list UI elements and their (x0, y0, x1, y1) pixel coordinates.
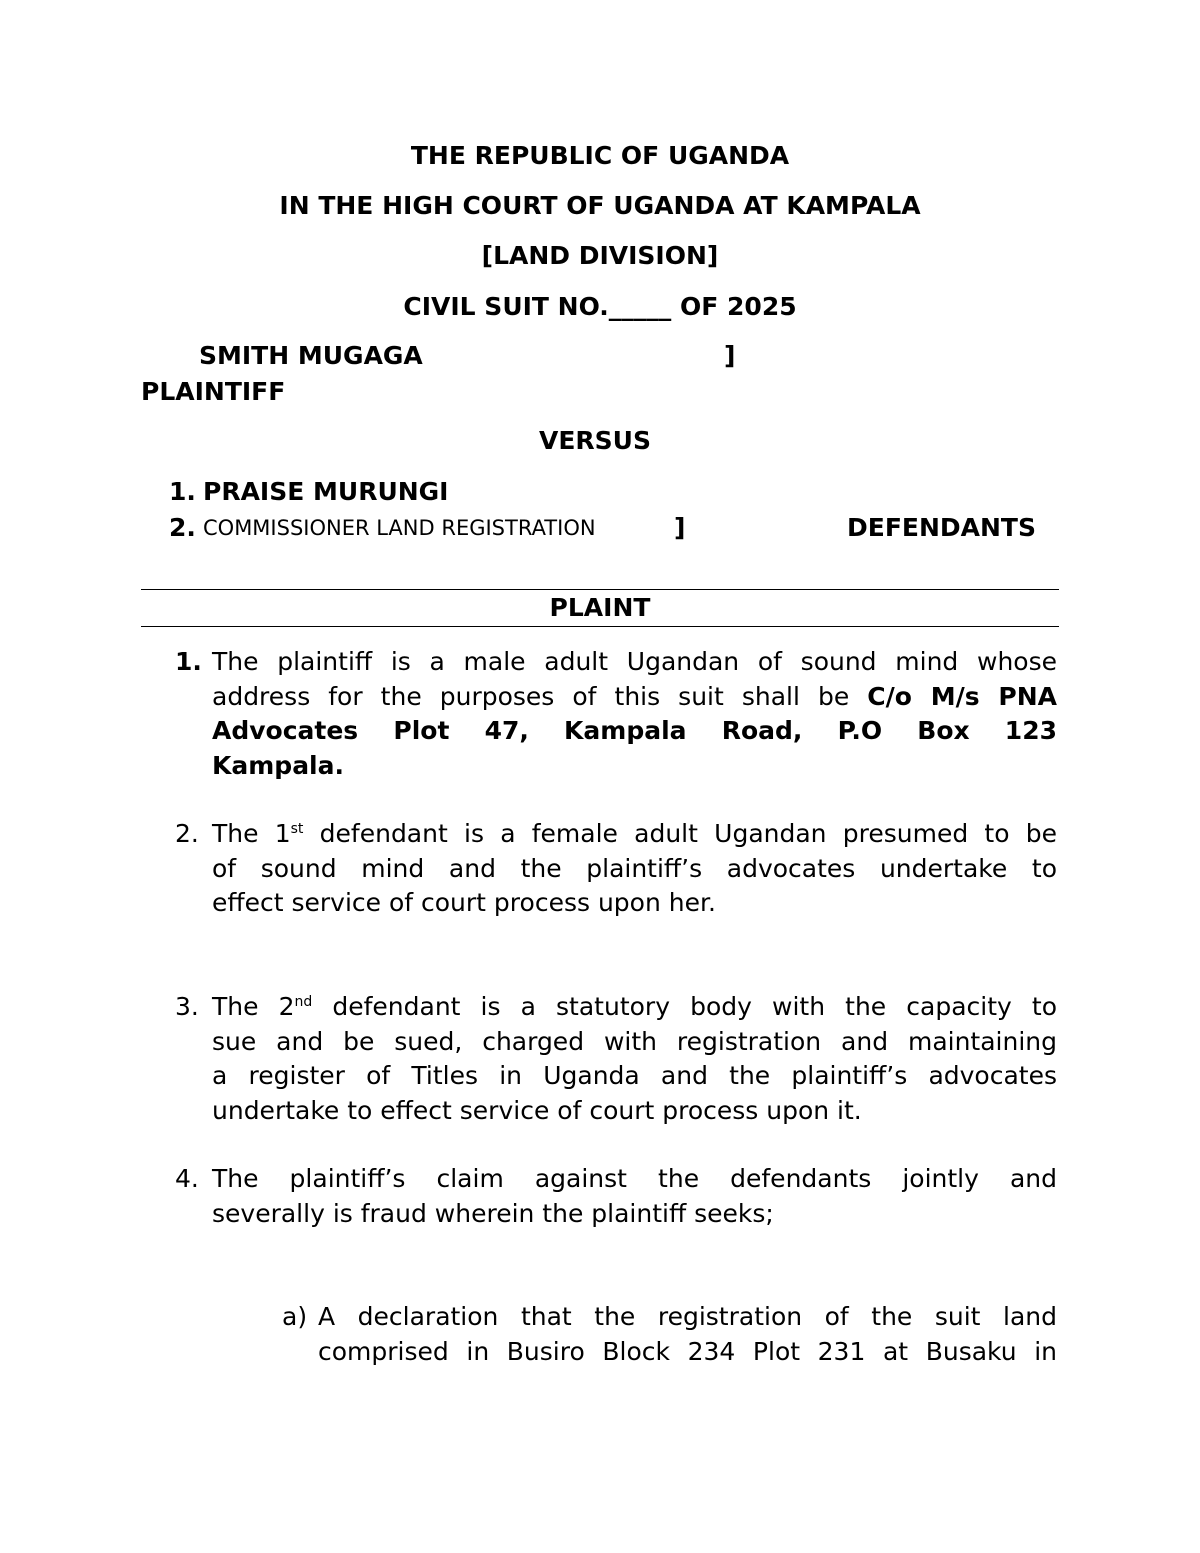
sub-item-a-line-1: A declaration that the registration of the suit land (318, 1302, 1057, 1331)
suit-year: OF 2025 (671, 292, 797, 321)
sub-item-a-line-2: comprised in Busiro Block 234 Plot 231 at Busaku in (318, 1336, 1057, 1366)
sub-item-a-label: a) (282, 1302, 308, 1331)
paragraph-1-number: 1. (175, 647, 202, 676)
plaintiff-role: PLAINTIFF (141, 377, 286, 406)
paragraph-1-line-4: Kampala. (212, 751, 344, 781)
defendant-2-name: COMMISSIONER LAND REGISTRATION (203, 516, 596, 540)
paragraph-2-number: 2. (175, 819, 199, 848)
paragraph-4 (212, 1162, 1057, 1231)
defendant-1-number: 1. (169, 477, 196, 506)
defendant-2-number: 2. (169, 513, 196, 542)
plaintiff-bracket: ] (724, 341, 736, 370)
sub-item-a (318, 1300, 1057, 1369)
paragraph-3-line-3: a register of Titles in Uganda and the plaintiff’s advocates (212, 1061, 1057, 1091)
paragraph-1-address-text: address for the purposes of this suit shall be (212, 681, 868, 711)
paragraph-2-line-1 (212, 817, 1057, 852)
paragraph-3-number: 3. (175, 992, 199, 1021)
plaint-top-rule (141, 589, 1059, 590)
defendant-1-name: PRAISE MURUNGI (203, 477, 449, 506)
plaintiff-name: SMITH MUGAGA (199, 341, 423, 370)
suit-number-blank: _____ (608, 292, 672, 321)
paragraph-3-line-2: sue and be sued, charged with registration and maintaining (212, 1026, 1057, 1056)
paragraph-3 (212, 990, 1057, 1129)
paragraph-3-superscript: nd (294, 994, 313, 1010)
paragraph-2-superscript: st (290, 821, 304, 837)
paragraph-3-text-a: The 2 (212, 992, 295, 1021)
paragraph-1 (212, 645, 1057, 784)
division-heading: [LAND DIVISION] (481, 241, 719, 270)
paragraph-4-line-1: The plaintiff’s claim against the defendants jointly and (212, 1164, 1057, 1193)
plaint-bottom-rule (141, 626, 1059, 627)
paragraph-1-line-2 (212, 680, 1057, 715)
paragraph-1-address-bold: C/o M/s PNA (867, 681, 1057, 711)
paragraph-1-line-1: The plaintiff is a male adult Ugandan of sound mind whose (212, 647, 1057, 676)
plaint-title: PLAINT (549, 593, 651, 622)
paragraph-3-line-4: undertake to effect service of court process upon it. (212, 1096, 862, 1126)
paragraph-3-text-b: defendant is a statutory body with the capacity to (312, 992, 1057, 1021)
paragraph-2-line-3: effect service of court process upon her. (212, 888, 716, 918)
suit-number-heading (0, 292, 1200, 321)
suit-prefix: CIVIL SUIT NO. (403, 292, 609, 321)
defendant-2-bracket: ] (674, 513, 686, 542)
paragraph-2-line-2: of sound mind and the plaintiff’s advocates undertake to (212, 853, 1057, 883)
paragraph-2-text-a: The 1 (212, 819, 291, 848)
paragraph-4-line-2: severally is fraud wherein the plaintiff seeks; (212, 1198, 774, 1228)
republic-heading: THE REPUBLIC OF UGANDA (410, 141, 790, 170)
defendants-role: DEFENDANTS (847, 513, 1036, 542)
paragraph-2 (212, 817, 1057, 921)
versus-label: VERSUS (539, 426, 651, 455)
court-heading: IN THE HIGH COURT OF UGANDA AT KAMPALA (279, 191, 921, 220)
paragraph-2-text-b: defendant is a female adult Ugandan presumed to be (303, 819, 1057, 848)
paragraph-1-line-3: Advocates Plot 47, Kampala Road, P.O Box 123 (212, 716, 1057, 746)
paragraph-3-line-1 (212, 990, 1057, 1025)
paragraph-4-number: 4. (175, 1164, 199, 1193)
